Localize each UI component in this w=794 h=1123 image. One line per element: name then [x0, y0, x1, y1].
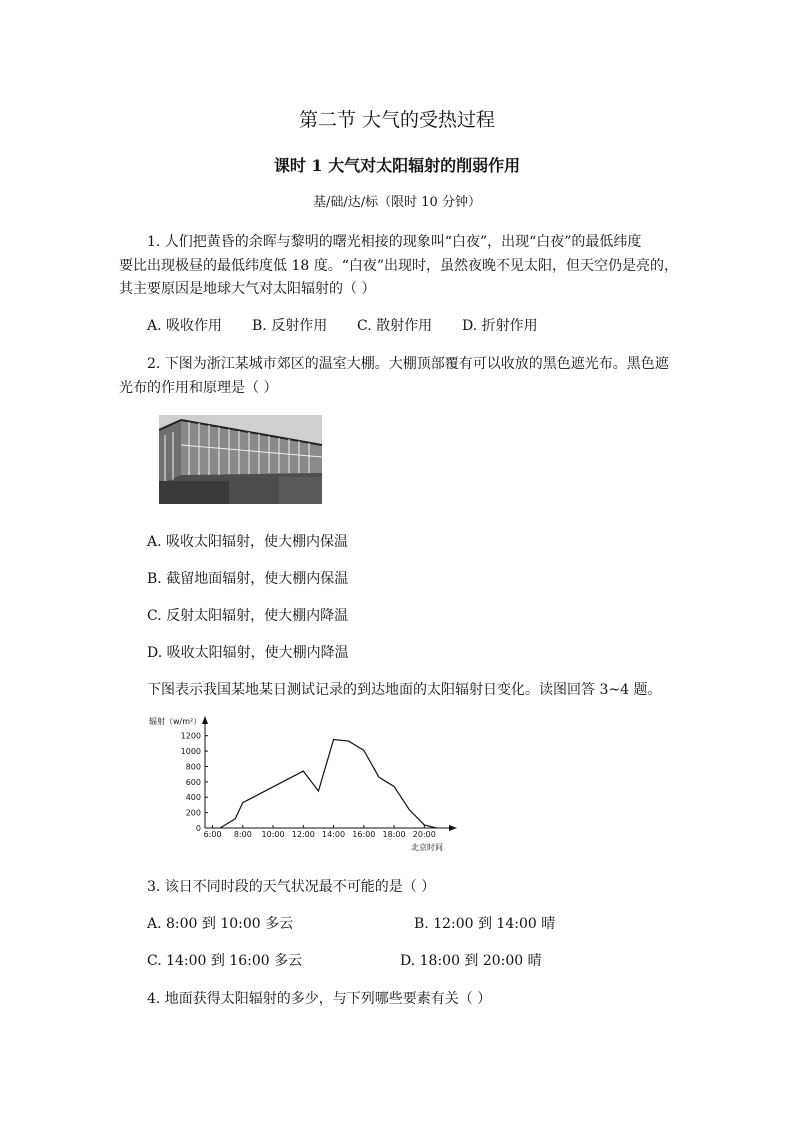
question-3-text: 3. 该日不同时段的天气状况最不可能的是（ ） — [147, 879, 436, 895]
radiation-series-line — [220, 740, 436, 828]
chart-x-ticks — [204, 825, 436, 839]
chart-intro-text: 下图表示我国某地某日测试记录的到达地面的太阳辐射日变化。读图回答 3~4 题。 — [147, 682, 662, 698]
question-2-option-c: C. 反射太阳辐射，使大棚内降温 — [147, 608, 349, 624]
x-tick-label: 14:00 — [322, 830, 346, 839]
question-1-option-d: D. 折射作用 — [462, 318, 538, 334]
y-tick-label: 600 — [185, 777, 201, 787]
question-2-option-a: A. 吸收太阳辐射，使大棚内保温 — [147, 534, 349, 550]
x-tick-label: 16:00 — [352, 830, 376, 839]
y-tick-label: 1000 — [180, 747, 201, 757]
question-2-line-1: 2. 下图为浙江某城市郊区的温室大棚。大棚顶部覆有可以收放的黑色遮光布。黑色遮 — [147, 356, 669, 372]
chart-y-ticks — [181, 732, 208, 833]
chart-axes — [202, 716, 457, 831]
greenhouse-photo — [159, 415, 322, 504]
question-3-option-d: D. 18:00 到 20:00 晴 — [400, 953, 542, 969]
question-2-option-d: D. 吸收太阳辐射，使大棚内降温 — [147, 645, 349, 661]
x-tick-label: 10:00 — [261, 830, 285, 839]
x-tick-label: 18:00 — [382, 830, 406, 839]
greenhouse-illustration — [159, 415, 322, 504]
y-tick-label: 400 — [185, 793, 201, 803]
question-3-option-a: A. 8:00 到 10:00 多云 — [147, 916, 294, 932]
question-1-option-b: B. 反射作用 — [252, 318, 328, 334]
y-tick-label: 800 — [185, 762, 201, 772]
x-tick-label: 6:00 — [203, 830, 222, 839]
x-tick-label: 20:00 — [412, 830, 436, 839]
lesson-subtitle: 课时 1 大气对太阳辐射的削弱作用 — [273, 156, 521, 175]
y-tick-label: 0 — [195, 824, 201, 833]
question-3-option-c: C. 14:00 到 16:00 多云 — [147, 953, 303, 969]
question-1-line-2: 要比出现极昼的最低纬度低 18 度。“白夜”出现时，虽然夜晚不见太阳，但天空仍是亮的， — [119, 258, 679, 274]
x-tick-label: 8:00 — [233, 830, 252, 839]
chart-series — [220, 740, 436, 828]
y-tick-label: 200 — [185, 808, 201, 818]
question-2-line-2: 光布的作用和原理是（ ） — [119, 380, 278, 396]
x-tick-label: 12:00 — [291, 830, 315, 839]
section-tag: 基/础/达/标（限时 10 分钟） — [313, 195, 481, 210]
question-1-option-c: C. 散射作用 — [357, 318, 433, 334]
chart-xlabel: 北京时间 — [411, 843, 443, 852]
question-1-option-a: A. 吸收作用 — [147, 318, 223, 334]
question-3-option-b: B. 12:00 到 14:00 晴 — [414, 916, 556, 932]
page-title: 第二节 大气的受热过程 — [298, 109, 496, 131]
question-1-line-3: 其主要原因是地球大气对太阳辐射的（ ） — [119, 281, 376, 297]
question-1-line-1: 1. 人们把黄昏的余晖与黎明的曙光相接的现象叫“白夜”，出现“白夜”的最低纬度 — [147, 234, 642, 250]
question-2-option-b: B. 截留地面辐射，使大棚内保温 — [147, 571, 349, 587]
y-tick-label: 1200 — [180, 731, 201, 741]
chart-ylabel: 辐射（w/m²） — [149, 717, 202, 726]
x-axis-arrow — [449, 825, 457, 831]
question-4-text: 4. 地面获得太阳辐射的多少，与下列哪些要素有关（ ） — [147, 991, 492, 1007]
y-axis-arrow — [202, 716, 208, 724]
radiation-line-chart — [145, 710, 465, 860]
